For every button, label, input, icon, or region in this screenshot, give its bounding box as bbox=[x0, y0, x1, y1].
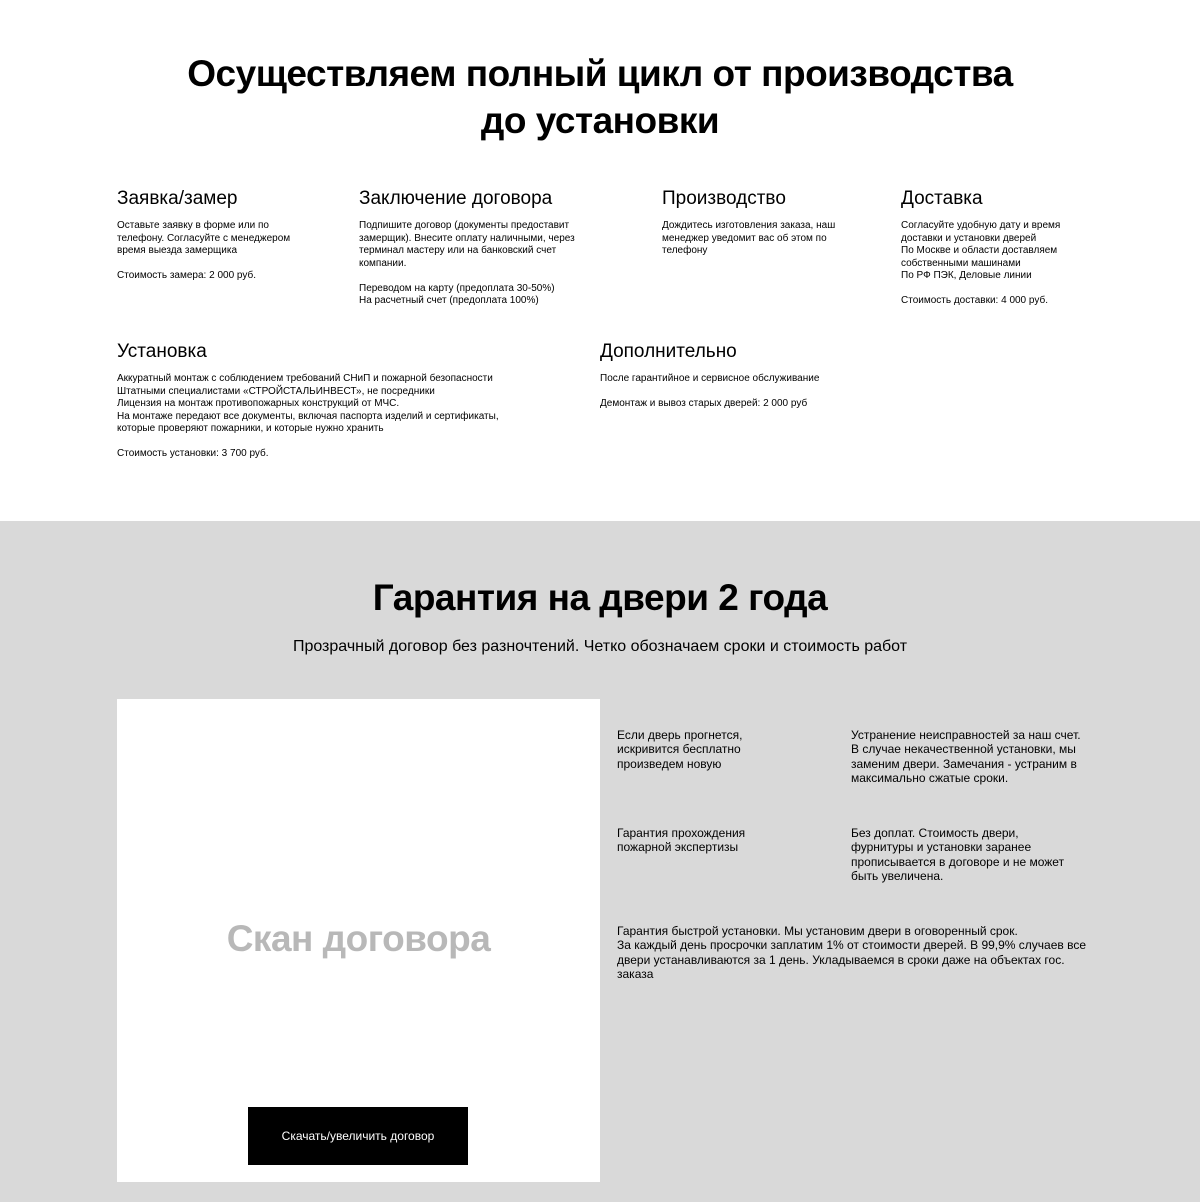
step-paragraph: Аккуратный монтаж с соблюдением требований СНиП и пожарной безопасности Штатными специалистами «СТРОЙСТАЛЬИНВЕСТ», не посредники Лицензия на монтаж противопожарных конструкций от МЧС. На монтаже передают все документы, включая паспорта изделий и сертификаты, которые проверяют пожарники, и которые нужно хранить bbox=[117, 373, 499, 434]
step-production bbox=[662, 187, 882, 258]
warranty-subtitle: Прозрачный договор без разночтений. Четко обозначаем сроки и стоимость работ bbox=[292, 638, 908, 655]
warranty-feature-fast-install: Гарантия быстрой установки. Мы установим двери в оговоренный срок. За каждый день просрочки заплатим 1% от стоимости дверей. В 99,9% случаев все двери устанавливаются за 1 день. Укладываемся в сроки даже на объектах гос. заказа bbox=[617, 924, 1087, 981]
step-paragraph: Согласуйте удобную дату и время доставки и установки дверей По Москве и области доставляем собственными машинами По РФ ПЭК, Деловые линии bbox=[901, 220, 1061, 281]
download-contract-button[interactable]: Скачать/увеличить договор bbox=[248, 1107, 468, 1165]
contract-scan-placeholder: Скан договора bbox=[226, 918, 491, 959]
contract-scan-card bbox=[117, 699, 600, 1182]
warranty-section bbox=[0, 521, 1200, 1202]
step-text bbox=[600, 373, 900, 411]
step-paragraph: Стоимость замера: 2 000 руб. bbox=[117, 270, 256, 281]
cycle-title-line-2: до установки bbox=[480, 100, 720, 141]
step-title: Производство bbox=[662, 188, 786, 209]
step-text bbox=[359, 220, 639, 308]
step-title: Заявка/замер bbox=[117, 188, 238, 209]
cycle-title bbox=[0, 50, 1200, 144]
step-text bbox=[117, 373, 577, 461]
production-cycle-section bbox=[0, 0, 1200, 521]
step-title: Доставка bbox=[901, 188, 983, 209]
step-delivery bbox=[901, 187, 1121, 308]
step-paragraph: Оставьте заявку в форме или по телефону. Согласуйте с менеджером время выезда замерщика bbox=[117, 220, 291, 256]
step-paragraph: После гарантийное и сервисное обслуживание bbox=[600, 373, 820, 384]
step-request-measure bbox=[117, 187, 347, 283]
step-paragraph: Дождитесь изготовления заказа, наш менеджер уведомит вас об этом по телефону bbox=[662, 220, 836, 256]
step-title: Заключение договора bbox=[359, 188, 553, 209]
step-additional bbox=[600, 340, 900, 411]
step-title: Дополнительно bbox=[600, 341, 737, 362]
warranty-feature-free-replacement: Если дверь прогнется, искривится бесплатно произведем новую bbox=[617, 728, 743, 771]
step-title: Установка bbox=[117, 341, 207, 362]
step-text bbox=[662, 220, 882, 258]
step-installation bbox=[117, 340, 577, 461]
step-paragraph: Переводом на карту (предоплата 30-50%) На расчетный счет (предоплата 100%) bbox=[359, 282, 555, 306]
step-paragraph: Демонтаж и вывоз старых дверей: 2 000 руб bbox=[600, 398, 808, 409]
step-contract bbox=[359, 187, 639, 308]
warranty-feature-no-surcharge: Без доплат. Стоимость двери, фурнитуры и установки заранее прописывается в договоре и не может быть увеличена. bbox=[851, 826, 1065, 883]
step-text bbox=[901, 220, 1121, 308]
warranty-feature-repair: Устранение неисправностей за наш счет. В случае некачественной установки, мы заменим двери. Замечания - устраним в максимально сжатые сроки. bbox=[851, 728, 1081, 785]
step-paragraph: Подпишите договор (документы предоставит замерщик). Внесите оплату наличными, через терминал мастеру или на банковский счет компании. bbox=[359, 220, 575, 269]
step-paragraph: Стоимость доставки: 4 000 руб. bbox=[901, 295, 1048, 306]
step-text bbox=[117, 220, 347, 283]
cycle-title-line-1: Осуществляем полный цикл от производства bbox=[187, 53, 1013, 94]
step-paragraph: Стоимость установки: 3 700 руб. bbox=[117, 448, 269, 459]
warranty-feature-fire-expertise: Гарантия прохождения пожарной экспертизы bbox=[617, 826, 746, 855]
warranty-title: Гарантия на двери 2 года bbox=[372, 577, 828, 618]
